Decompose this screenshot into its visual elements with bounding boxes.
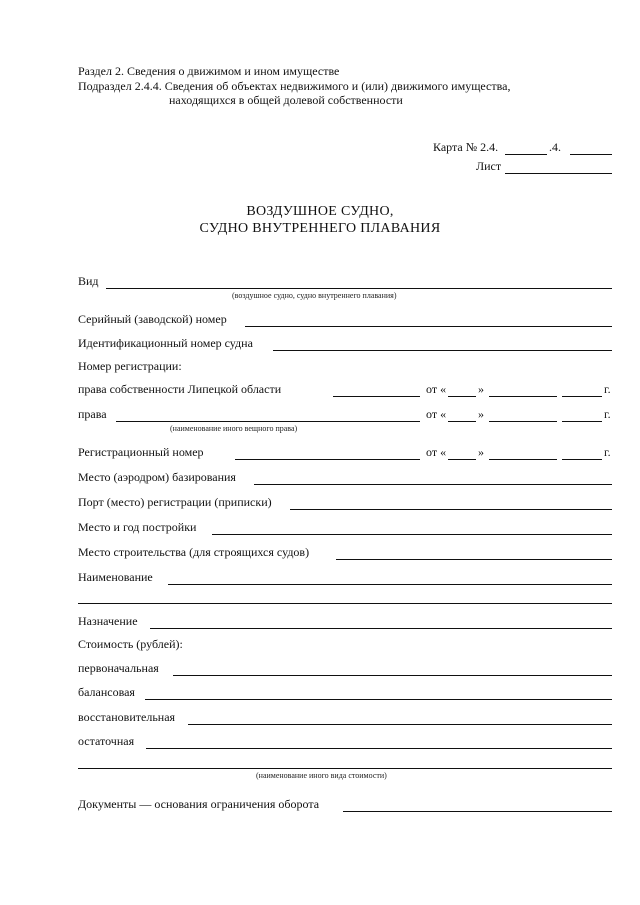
restore-cost-field[interactable]	[188, 724, 612, 725]
reg-no-year-suffix: г.	[604, 445, 611, 459]
right-label: права	[78, 407, 107, 421]
kind-field[interactable]	[106, 288, 612, 289]
own-right-label: права собственности Липецкой области	[78, 382, 282, 396]
reg-no-day-field[interactable]	[448, 459, 476, 460]
right-day-field[interactable]	[448, 421, 476, 422]
ident-label: Идентификационный номер судна	[78, 336, 253, 350]
initial-cost-field[interactable]	[173, 675, 612, 676]
reg-no-month-field[interactable]	[489, 459, 557, 460]
restore-cost-label: восстановительная	[78, 710, 176, 724]
own-right-year-field[interactable]	[562, 396, 602, 397]
own-right-from: от «	[426, 382, 447, 396]
purpose-label: Назначение	[78, 614, 138, 628]
serial-field[interactable]	[245, 326, 612, 327]
balance-cost-field[interactable]	[145, 699, 612, 700]
purpose-field[interactable]	[150, 628, 612, 629]
initial-cost-label: первоначальная	[78, 661, 159, 675]
ident-field[interactable]	[273, 350, 612, 351]
other-cost-hint: (наименование иного вида стоимости)	[256, 771, 387, 780]
residual-cost-label: остаточная	[78, 734, 135, 748]
card-number-field[interactable]	[505, 154, 547, 155]
card-subnumber-field[interactable]	[570, 154, 612, 155]
document-title-line1: ВОЗДУШНОЕ СУДНО,	[246, 204, 394, 219]
reg-no-close: »	[478, 445, 484, 459]
name-field-cont[interactable]	[78, 603, 612, 604]
reg-number-label: Номер регистрации:	[78, 359, 182, 373]
own-right-month-field[interactable]	[489, 396, 557, 397]
own-right-year-suffix: г.	[604, 382, 611, 396]
other-cost-field[interactable]	[78, 768, 612, 769]
right-year-suffix: г.	[604, 407, 611, 421]
port-field[interactable]	[290, 509, 612, 510]
built-label: Место и год постройки	[78, 520, 197, 534]
card-number-sep: .4.	[549, 140, 561, 154]
subsection-title-cont: находящихся в общей долевой собственности	[169, 93, 403, 107]
sheet-label: Лист	[476, 159, 502, 173]
port-label: Порт (место) регистрации (приписки)	[78, 495, 272, 509]
section-title: Раздел 2. Сведения о движимом и ином имуществе	[78, 64, 340, 78]
kind-label: Вид	[78, 274, 99, 288]
own-right-close: »	[478, 382, 484, 396]
right-hint: (наименование иного вещного права)	[170, 424, 298, 433]
docs-label: Документы — основания ограничения оборота	[78, 797, 320, 811]
right-from: от «	[426, 407, 447, 421]
serial-label: Серийный (заводской) номер	[78, 312, 227, 326]
reg-no-label: Регистрационный номер	[78, 445, 204, 459]
own-right-day-field[interactable]	[448, 396, 476, 397]
docs-field[interactable]	[343, 811, 612, 812]
balance-cost-label: балансовая	[78, 685, 135, 699]
right-month-field[interactable]	[489, 421, 557, 422]
building-label: Место строительства (для строящихся судов)	[78, 545, 310, 559]
built-field[interactable]	[212, 534, 612, 535]
right-name-field[interactable]	[116, 421, 420, 422]
card-number-label: Карта № 2.4.	[433, 140, 499, 154]
base-field[interactable]	[254, 484, 612, 485]
right-year-field[interactable]	[562, 421, 602, 422]
reg-no-field[interactable]	[235, 459, 420, 460]
subsection-title: Подраздел 2.4.4. Сведения об объектах недвижимого и (или) движимого имущества,	[78, 79, 511, 93]
name-label: Наименование	[78, 570, 153, 584]
cost-label: Стоимость (рублей):	[78, 637, 183, 651]
base-label: Место (аэродром) базирования	[78, 470, 236, 484]
name-field[interactable]	[168, 584, 612, 585]
sheet-field[interactable]	[505, 173, 612, 174]
reg-no-from: от «	[426, 445, 447, 459]
own-right-number-field[interactable]	[333, 396, 420, 397]
right-close: »	[478, 407, 484, 421]
residual-cost-field[interactable]	[146, 748, 612, 749]
building-field[interactable]	[336, 559, 612, 560]
kind-hint: (воздушное судно, судно внутреннего плавания)	[232, 291, 397, 300]
reg-no-year-field[interactable]	[562, 459, 602, 460]
document-title-line2: СУДНО ВНУТРЕННЕГО ПЛАВАНИЯ	[199, 221, 441, 236]
